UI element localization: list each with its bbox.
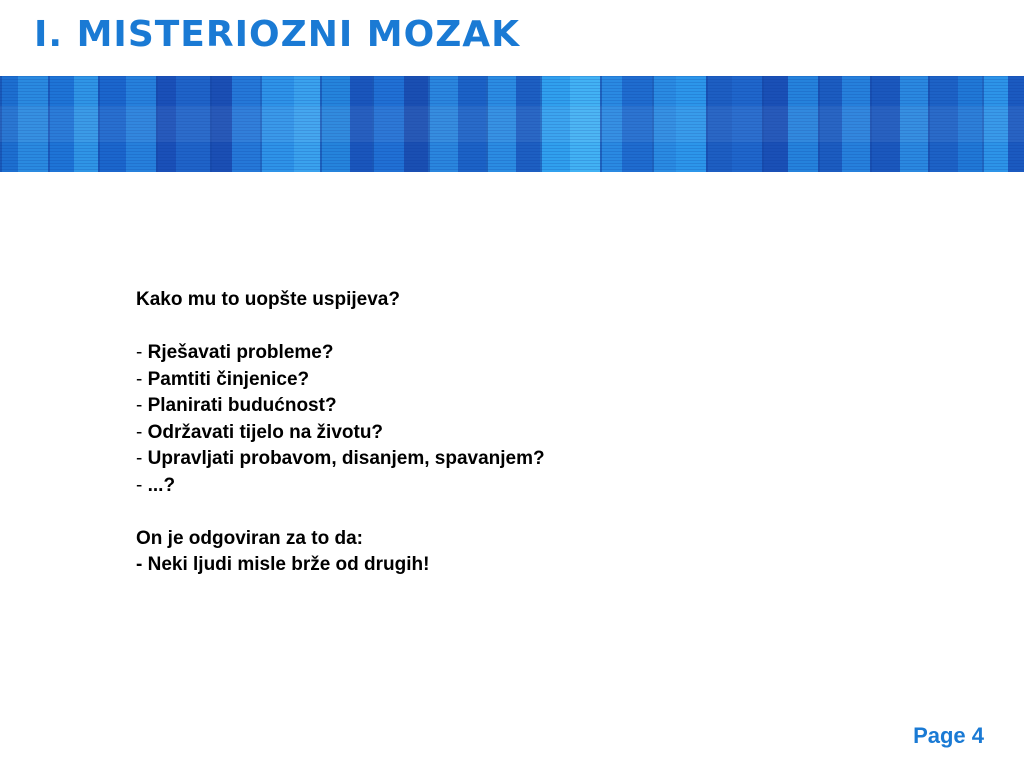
banner-scanline: [0, 160, 1024, 161]
list-item: [136, 446, 736, 473]
banner-scanline: [0, 100, 1024, 101]
spacer: [136, 499, 736, 526]
banner-scanline: [0, 76, 1024, 77]
list-item-text: Rješavati probleme?: [147, 342, 334, 363]
banner-scanline: [0, 91, 1024, 92]
banner-scanline: [0, 157, 1024, 158]
banner-graphic: [0, 76, 1024, 172]
banner-scanline: [0, 163, 1024, 164]
list-item-marker: -: [136, 448, 143, 469]
banner-scanline: [0, 88, 1024, 89]
banner-scanline: [0, 97, 1024, 98]
list-item-text: Upravljati probavom, disanjem, spavanjem?: [147, 448, 545, 469]
header-banner: [0, 76, 1024, 172]
list-item-text: Planirati budućnost?: [147, 395, 337, 416]
answer-line: - Neki ljudi misle brže od drugih!: [136, 554, 430, 575]
banner-scanline: [0, 103, 1024, 104]
banner-scanline: [0, 148, 1024, 149]
list-item-marker: -: [136, 368, 143, 390]
banner-scanline: [0, 142, 1024, 143]
banner-glow: [0, 106, 1024, 142]
banner-scanline: [0, 166, 1024, 167]
banner-scanline: [0, 145, 1024, 146]
list-item: [136, 393, 736, 420]
list-item-marker: -: [136, 474, 143, 496]
slide-title: I. MISTERIOZNI MOZAK: [34, 14, 521, 55]
bullet-list: [136, 340, 736, 499]
answer-intro: On je odgoviran za to da:: [136, 527, 363, 549]
banner-scanline: [0, 79, 1024, 80]
slide-body: [136, 287, 736, 579]
question-text: Kako mu to uopšte uspijeva?: [136, 289, 400, 310]
banner-scanline: [0, 151, 1024, 152]
banner-scanline: [0, 94, 1024, 95]
banner-scanline: [0, 85, 1024, 86]
list-item-text: Održavati tijelo na životu?: [147, 421, 384, 443]
banner-scanline: [0, 154, 1024, 155]
list-item: [136, 367, 736, 394]
page-number: Page 4: [913, 723, 984, 748]
banner-scanline: [0, 169, 1024, 170]
list-item-marker: -: [136, 342, 143, 363]
list-item-marker: -: [136, 395, 143, 416]
list-item-text: ...?: [147, 474, 176, 496]
spacer: [136, 314, 736, 341]
list-item: [136, 473, 736, 500]
list-item-text: Pamtiti činjenice?: [147, 368, 310, 390]
banner-scanline: [0, 82, 1024, 83]
list-item: [136, 340, 736, 367]
list-item: [136, 420, 736, 447]
list-item-marker: -: [136, 421, 143, 443]
